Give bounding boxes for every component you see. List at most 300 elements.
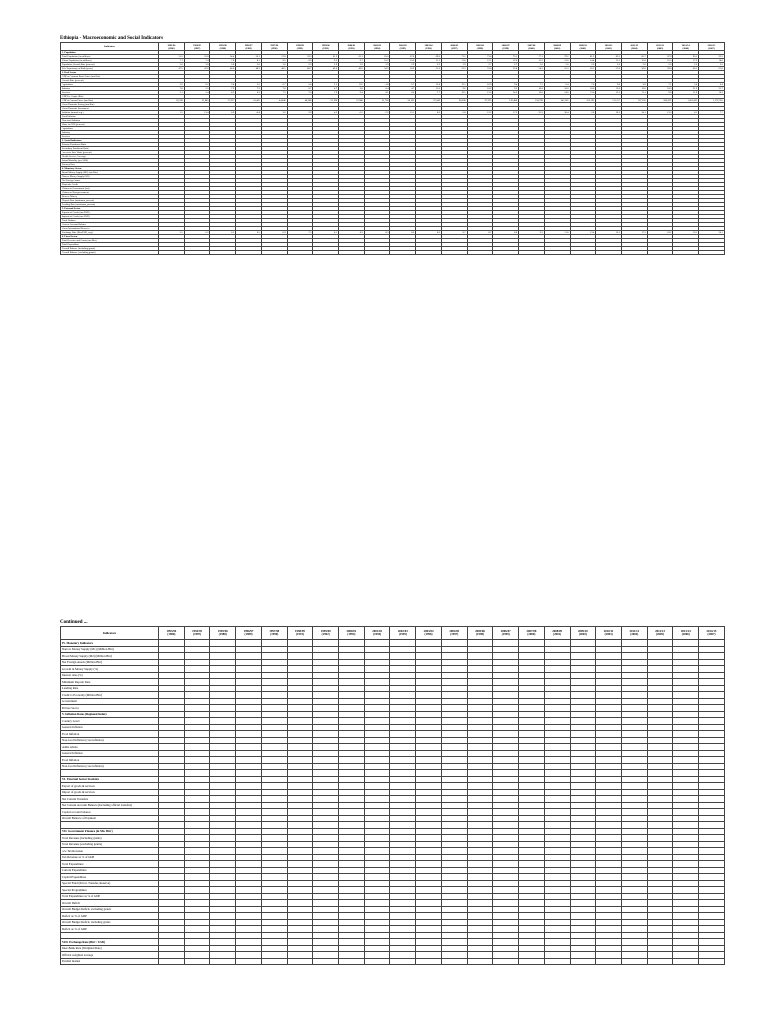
value-cell: 44,840 — [261, 99, 287, 103]
value-cell: 8.7 — [441, 231, 467, 235]
value-cell: 8.1 — [673, 111, 699, 115]
value-cell: 12.1 — [441, 83, 467, 87]
year-column-header — [441, 627, 467, 640]
indicator-label: Food Inflation — [61, 115, 159, 119]
value-cell: 3.4 — [210, 83, 236, 87]
fiscal-year: 2003/04 — [424, 43, 433, 47]
indicators-table — [60, 626, 725, 965]
indicator-label: Lending Rate (maximum, percent) — [61, 203, 159, 207]
value-cell: 47.8 — [184, 67, 210, 71]
ethiopian-year: (1993) — [348, 46, 355, 50]
year-column-header — [621, 627, 647, 640]
value-cell: 34.1 — [621, 111, 647, 115]
ethiopian-year: (2007) — [707, 632, 716, 636]
indicator-label: Net Foreign Assets (Million Birr) — [61, 659, 159, 666]
value-cell: 15.1 — [596, 59, 622, 63]
value-cell: 866,922 — [647, 99, 673, 103]
value-cell — [184, 251, 210, 255]
value-cell: 10.0 — [544, 87, 570, 91]
table-row — [61, 958, 725, 965]
statistics-sheet-1 — [60, 36, 724, 255]
fiscal-year: 2009/10 — [578, 43, 587, 47]
year-column-header — [364, 43, 390, 51]
value-cell — [673, 958, 699, 965]
value-cell: 8.5 — [261, 59, 287, 63]
value-cell: 69.0 — [416, 55, 442, 59]
value-cell: 6.4 — [699, 83, 725, 87]
value-cell: 48.7 — [287, 67, 313, 71]
indicator-label: Infant Mortality (per 1000) — [61, 159, 159, 163]
value-cell: 15.8 — [621, 59, 647, 63]
value-cell: 7.2 — [261, 91, 287, 95]
value-cell: 7.8 — [210, 59, 236, 63]
value-cell — [570, 251, 596, 255]
ethiopian-year: (2003) — [605, 46, 612, 50]
value-cell: 10.2 — [364, 59, 390, 63]
value-cell: 12.6 — [493, 59, 519, 63]
value-cell: 81.3 — [570, 55, 596, 59]
value-cell: 61.0 — [699, 67, 725, 71]
fiscal-year: 1995/96 — [217, 629, 228, 633]
value-cell: 2.8 — [570, 111, 596, 115]
year-column-header — [313, 43, 339, 51]
value-cell: 57.0 — [596, 67, 622, 71]
value-cell: 9.5 — [493, 87, 519, 91]
year-column-header — [339, 43, 365, 51]
value-cell — [570, 958, 596, 965]
value-cell: 4.9 — [210, 91, 236, 95]
indicator-label: 1. Population — [61, 51, 159, 55]
value-cell: 50.9 — [390, 67, 416, 71]
indicator-label: Trade Balance — [61, 219, 159, 223]
value-cell — [621, 251, 647, 255]
indicators-header: Indicators — [61, 43, 159, 51]
value-cell: 9.4 — [339, 91, 365, 95]
indicator-label: Growth Rate (percent) — [61, 79, 159, 83]
indicator-label: Total Expenditure as % of GDP — [61, 893, 159, 900]
ethiopian-year: (1988) — [219, 46, 226, 50]
ethiopian-year: (2006) — [681, 632, 690, 636]
value-cell: 3.0 — [261, 63, 287, 67]
value-cell: 13.8 — [544, 59, 570, 63]
value-cell: 5.4 — [287, 83, 313, 87]
value-cell: 4.9 — [621, 83, 647, 87]
ethiopian-year: (1996) — [425, 46, 432, 50]
ethiopian-year: (2003) — [604, 632, 613, 636]
indicator-label: Interest rates (%) — [61, 672, 159, 679]
value-cell: 5.5 — [184, 87, 210, 91]
year-column-header — [699, 627, 725, 640]
value-cell: 67.0 — [390, 55, 416, 59]
indicator-label: Claims on Non-government — [61, 191, 159, 195]
indicator-label: Capital Expenditure — [61, 874, 159, 881]
fiscal-year: 2011/12 — [630, 43, 639, 47]
ethiopian-year: (1988) — [218, 632, 227, 636]
value-cell: 8.1 — [236, 59, 262, 63]
indicator-label: 5. External Sector — [61, 207, 159, 211]
year-column-header — [236, 627, 262, 640]
ethiopian-year: (1998) — [475, 632, 484, 636]
indicator-label: Total Revenue and Grants (mn Birr) — [61, 239, 159, 243]
ethiopian-year: (1990) — [270, 632, 279, 636]
value-cell: 7.9 — [313, 91, 339, 95]
value-cell: 11.1 — [621, 91, 647, 95]
value-cell: 7.6 — [570, 83, 596, 87]
indicator-label: Primary Enrolment Ratio — [61, 143, 159, 147]
indicator-label: Services — [61, 135, 159, 139]
value-cell: 5.1 — [159, 91, 185, 95]
value-cell: 20.1 — [699, 231, 725, 235]
value-cell: 9.6 — [441, 87, 467, 91]
value-cell: 52.3 — [441, 67, 467, 71]
ethiopian-year: (1995) — [399, 46, 407, 50]
value-cell: 83.5 — [596, 55, 622, 59]
year-column-header — [339, 627, 365, 640]
value-cell: 80,208 — [441, 99, 467, 103]
value-cell: 71.1 — [441, 55, 467, 59]
year-column-header — [364, 627, 390, 640]
ethiopian-year: (1991) — [296, 46, 304, 50]
value-cell: 75.1 — [493, 55, 519, 59]
fiscal-year: 1998/99 — [295, 629, 305, 633]
value-cell: 9.2 — [519, 231, 545, 235]
fiscal-year: 2002/03 — [397, 629, 408, 633]
value-cell: 16.1 — [596, 231, 622, 235]
fiscal-year: 1996/97 — [243, 629, 254, 633]
year-column-header — [441, 43, 467, 51]
value-cell: 2.5 — [699, 63, 725, 67]
fiscal-year: 1995/96 — [218, 43, 227, 47]
year-column-header — [184, 627, 210, 640]
ethiopian-year: (1986) — [168, 46, 175, 50]
value-cell: 2.9 — [390, 63, 416, 67]
indicator-label: 3. Social Indicators — [61, 139, 159, 143]
value-cell: 7.7 — [416, 91, 442, 95]
value-cell: 19.1 — [673, 231, 699, 235]
indicator-label: o/w Tax Revenue — [61, 848, 159, 855]
ethiopian-year: (2000) — [528, 46, 535, 50]
indicator-label: Share in GDP (percent) — [61, 123, 159, 127]
value-cell — [441, 958, 467, 965]
value-cell: 4.2 — [313, 111, 339, 115]
value-cell: 85.7 — [621, 55, 647, 59]
value-cell: 50.2 — [364, 67, 390, 71]
fiscal-year: 2001/02 — [373, 43, 382, 47]
indicator-label: Overall Balance (excluding grants) — [61, 251, 159, 255]
value-cell: 11.6 — [339, 83, 365, 87]
indicator-label: Imports of Goods (mn USD) — [61, 215, 159, 219]
indicator-label: Private Sector — [61, 705, 159, 712]
fiscal-year: 1997/98 — [269, 629, 280, 633]
ethiopian-year: (2004) — [630, 632, 639, 636]
fiscal-year: 2007/08 — [527, 43, 536, 47]
year-column-header — [544, 627, 570, 640]
value-cell: 8.6 — [416, 231, 442, 235]
indicator-label: Gross Domestic Investment — [61, 107, 159, 111]
value-cell: 4.7 — [313, 87, 339, 91]
value-cell: 158,789 — [519, 99, 545, 103]
value-cell: -7.2 — [364, 111, 390, 115]
value-cell: 6.3 — [236, 91, 262, 95]
value-cell: 47.5 — [159, 67, 185, 71]
value-cell: 7.1 — [647, 83, 673, 87]
year-column-header — [287, 627, 313, 640]
year-column-header — [673, 627, 699, 640]
value-cell — [313, 958, 339, 965]
value-cell: 9.9 — [647, 91, 673, 95]
indicator-label: Gross Domestic Saving (mn Birr) — [61, 103, 159, 107]
value-cell: 2.6 — [647, 63, 673, 67]
value-cell: 10.0 — [519, 87, 545, 91]
indicator-label: Non-food Inflation (core inflation) — [61, 737, 159, 744]
value-cell — [210, 958, 236, 965]
value-cell: 9.4 — [493, 83, 519, 87]
value-cell: 6.3 — [210, 231, 236, 235]
fiscal-year: 2009/10 — [577, 629, 588, 633]
indicator-label: Credit to Economy (Million Birr) — [61, 692, 159, 699]
value-cell — [647, 251, 673, 255]
indicator-label: Claims on Government (net) — [61, 187, 159, 191]
indicator-label: Capital account balance — [61, 809, 159, 816]
value-cell: 8.1 — [313, 231, 339, 235]
value-cell: 2.6 — [596, 63, 622, 67]
year-column-header — [596, 43, 622, 51]
value-cell — [493, 958, 519, 965]
value-cell: 18.1 — [596, 111, 622, 115]
value-cell — [699, 958, 725, 965]
year-column-header — [390, 43, 416, 51]
value-cell: 2.6 — [621, 63, 647, 67]
indicator-label: Total Revenue (including grants) — [61, 835, 159, 842]
value-cell: 2.6 — [570, 63, 596, 67]
value-cell: 53,980 — [339, 99, 365, 103]
fiscal-year: 2013/14 — [681, 43, 690, 47]
value-cell — [364, 958, 390, 965]
value-cell: 11.0 — [544, 231, 570, 235]
value-cell: 7.7 — [699, 111, 725, 115]
value-cell: 13.5 — [647, 111, 673, 115]
value-cell: 2.9 — [339, 63, 365, 67]
indicator-label: Non-food Inflation (core inflation) — [61, 763, 159, 770]
indicator-label: Life Expectancy at Birth (years) — [61, 67, 159, 71]
indicator-label: Inflation (annual avg.) — [61, 111, 159, 115]
indicator-label: Services — [61, 91, 159, 95]
value-cell: 2.9 — [416, 63, 442, 67]
value-cell: 56.1 — [236, 55, 262, 59]
indicator-label: Special Fund (Privat. Transfer, Reserve) — [61, 880, 159, 887]
value-cell: 57.8 — [261, 55, 287, 59]
value-cell: 6.5 — [236, 231, 262, 235]
ethiopian-year: (2002) — [578, 632, 587, 636]
value-cell — [261, 251, 287, 255]
header-row — [61, 627, 725, 640]
value-cell: 1,061,001 — [673, 99, 699, 103]
value-cell: 7.1 — [159, 59, 185, 63]
indicator-label: Deposit Rate (minimum, percent) — [61, 199, 159, 203]
value-cell: 10.6 — [390, 59, 416, 63]
value-cell: 2.9 — [441, 63, 467, 67]
value-cell: 3.0 — [210, 63, 236, 67]
value-cell: 51,760 — [364, 99, 390, 103]
value-cell — [184, 958, 210, 965]
indicator-label: Inter-Bank Rate (Weighted Rate) — [61, 945, 159, 952]
value-cell: 17.2 — [673, 59, 699, 63]
value-cell: 14.0 — [544, 91, 570, 95]
value-cell: 13.2 — [519, 59, 545, 63]
ethiopian-year: (1992) — [321, 632, 330, 636]
table-row — [61, 251, 725, 255]
value-cell — [596, 958, 622, 965]
indicators-table — [60, 42, 725, 255]
sheet-title: Ethiopia - Macroeconomic and Social Indicators — [60, 36, 164, 41]
indicator-label: Deficit as % of GDP — [61, 926, 159, 933]
value-cell — [364, 251, 390, 255]
value-cell: 9.7 — [339, 59, 365, 63]
value-cell — [467, 251, 493, 255]
indicator-label: 4. Monetary Sector — [61, 167, 159, 171]
year-column-header — [261, 43, 287, 51]
year-column-header — [467, 627, 493, 640]
value-cell: 747,326 — [621, 99, 647, 103]
year-column-header — [493, 627, 519, 640]
value-cell: 25.3 — [519, 111, 545, 115]
value-cell — [159, 251, 185, 255]
value-cell: 3.0 — [184, 63, 210, 67]
indicator-label: Exports of Goods (mn USD) — [61, 211, 159, 215]
value-cell: 61.3 — [313, 55, 339, 59]
value-cell: 14.4 — [570, 59, 596, 63]
value-cell — [621, 958, 647, 965]
ethiopian-year: (1999) — [502, 46, 509, 50]
value-cell — [236, 958, 262, 965]
value-cell: 2.9 — [364, 63, 390, 67]
indicator-label: Agriculture — [61, 127, 159, 131]
fiscal-year: 2013/14 — [680, 629, 691, 633]
value-cell: 3.0 — [159, 63, 185, 67]
indicator-label: VIII. Exchange Rate (Birr / USD) — [61, 939, 159, 946]
ethiopian-year: (2006) — [682, 46, 689, 50]
value-cell: 511,157 — [596, 99, 622, 103]
value-cell: 54.5 — [519, 67, 545, 71]
indicator-label: Total Expenditure — [61, 861, 159, 868]
year-column-header — [699, 43, 725, 51]
value-cell: 15.0 — [596, 87, 622, 91]
fiscal-year: 2000/01 — [346, 629, 357, 633]
indicator-label: Parallel market — [61, 958, 159, 965]
ethiopian-year: (2000) — [527, 632, 536, 636]
value-cell: 56.1 — [570, 67, 596, 71]
indicator-label: Overall Budget Deficit, including grants — [61, 919, 159, 926]
year-column-header — [313, 627, 339, 640]
value-cell: 8.6 — [390, 231, 416, 235]
indicator-label: Current Expenditure — [61, 867, 159, 874]
value-cell: 10.9 — [467, 83, 493, 87]
indicator-label: Narrow Money Supply (M1) — [61, 175, 159, 179]
value-cell: 7.0 — [159, 87, 185, 91]
ethiopian-year: (1987) — [193, 46, 201, 50]
fiscal-year: 2005/06 — [475, 629, 485, 633]
value-cell: 48.5 — [261, 67, 287, 71]
value-cell: 73.0 — [467, 55, 493, 59]
ethiopian-year: (2004) — [631, 46, 638, 50]
value-cell — [390, 958, 416, 965]
value-cell: 8.9 — [287, 59, 313, 63]
fiscal-year: 1993/94 — [167, 43, 176, 47]
year-column-header — [467, 43, 493, 51]
ethiopian-year: (2002) — [579, 46, 587, 50]
value-cell: 11.9 — [673, 91, 699, 95]
value-cell: 48.0 — [210, 67, 236, 71]
value-cell: -1.8 — [364, 83, 390, 87]
value-cell: 2.6 — [544, 63, 570, 67]
ethiopian-year: (1991) — [295, 632, 304, 636]
value-cell: 13.1 — [441, 91, 467, 95]
fiscal-year: 2005/06 — [476, 43, 484, 47]
value-cell: 37,937 — [210, 99, 236, 103]
indicator-label: Tax Revenue as % of GDP — [61, 854, 159, 861]
value-cell: 6.7 — [287, 87, 313, 91]
value-cell: 49.0 — [313, 67, 339, 71]
value-cell: 65.0 — [364, 55, 390, 59]
value-cell: 3.0 — [236, 63, 262, 67]
indicator-label: Minimum Deposit Rate — [61, 679, 159, 686]
value-cell: 13.4 — [416, 83, 442, 87]
value-cell: 3.9 — [287, 111, 313, 115]
value-cell: 7.0 — [287, 91, 313, 95]
value-cell: 11.1 — [416, 59, 442, 63]
ethiopian-year: (1989) — [244, 632, 253, 636]
indicator-label: Export of goods & services — [61, 783, 159, 790]
value-cell: 51.6 — [416, 67, 442, 71]
fiscal-year: 2007/08 — [526, 629, 537, 633]
fiscal-year: 1999/00 — [320, 629, 331, 633]
value-cell: 7.0 — [261, 87, 287, 91]
value-cell: 12.1 — [467, 59, 493, 63]
fiscal-year: 2011/12 — [629, 629, 640, 633]
value-cell — [261, 958, 287, 965]
ethiopian-year: (1986) — [167, 632, 176, 636]
value-cell: 59.5 — [287, 55, 313, 59]
value-cell — [441, 251, 467, 255]
value-cell — [313, 251, 339, 255]
value-cell — [647, 958, 673, 965]
value-cell: 51.2 — [159, 55, 185, 59]
value-cell — [236, 251, 262, 255]
year-column-header — [621, 43, 647, 51]
value-cell: 5.4 — [673, 83, 699, 87]
value-cell: -3.7 — [261, 83, 287, 87]
fiscal-year: 1999/00 — [321, 43, 330, 47]
year-column-header — [570, 627, 596, 640]
indicator-label: Literacy Rate — [61, 163, 159, 167]
value-cell: 53.8 — [493, 67, 519, 71]
indicator-label: Overall Balance of Payment — [61, 815, 159, 822]
value-cell: 67,049 — [416, 99, 442, 103]
value-cell: 2.9 — [313, 63, 339, 67]
value-cell: -3.7 — [390, 83, 416, 87]
indicator-label: GDP at Constant Basic Prices (mn Birr) — [61, 75, 159, 79]
value-cell: 18.2 — [647, 231, 673, 235]
fiscal-year: 2000/01 — [347, 43, 356, 47]
indicator-label: Current Account Balance — [61, 223, 159, 227]
value-cell: 2.6 — [519, 63, 545, 67]
ethiopian-year: (1989) — [245, 46, 252, 50]
indicator-label: Addis Ababa — [61, 744, 159, 751]
indicator-label: General Inflation — [61, 750, 159, 757]
fiscal-year: 2012/13 — [655, 629, 665, 633]
indicator-label: Total Population (in millions) — [61, 55, 159, 59]
indicator-label: Domestic Credit — [61, 183, 159, 187]
